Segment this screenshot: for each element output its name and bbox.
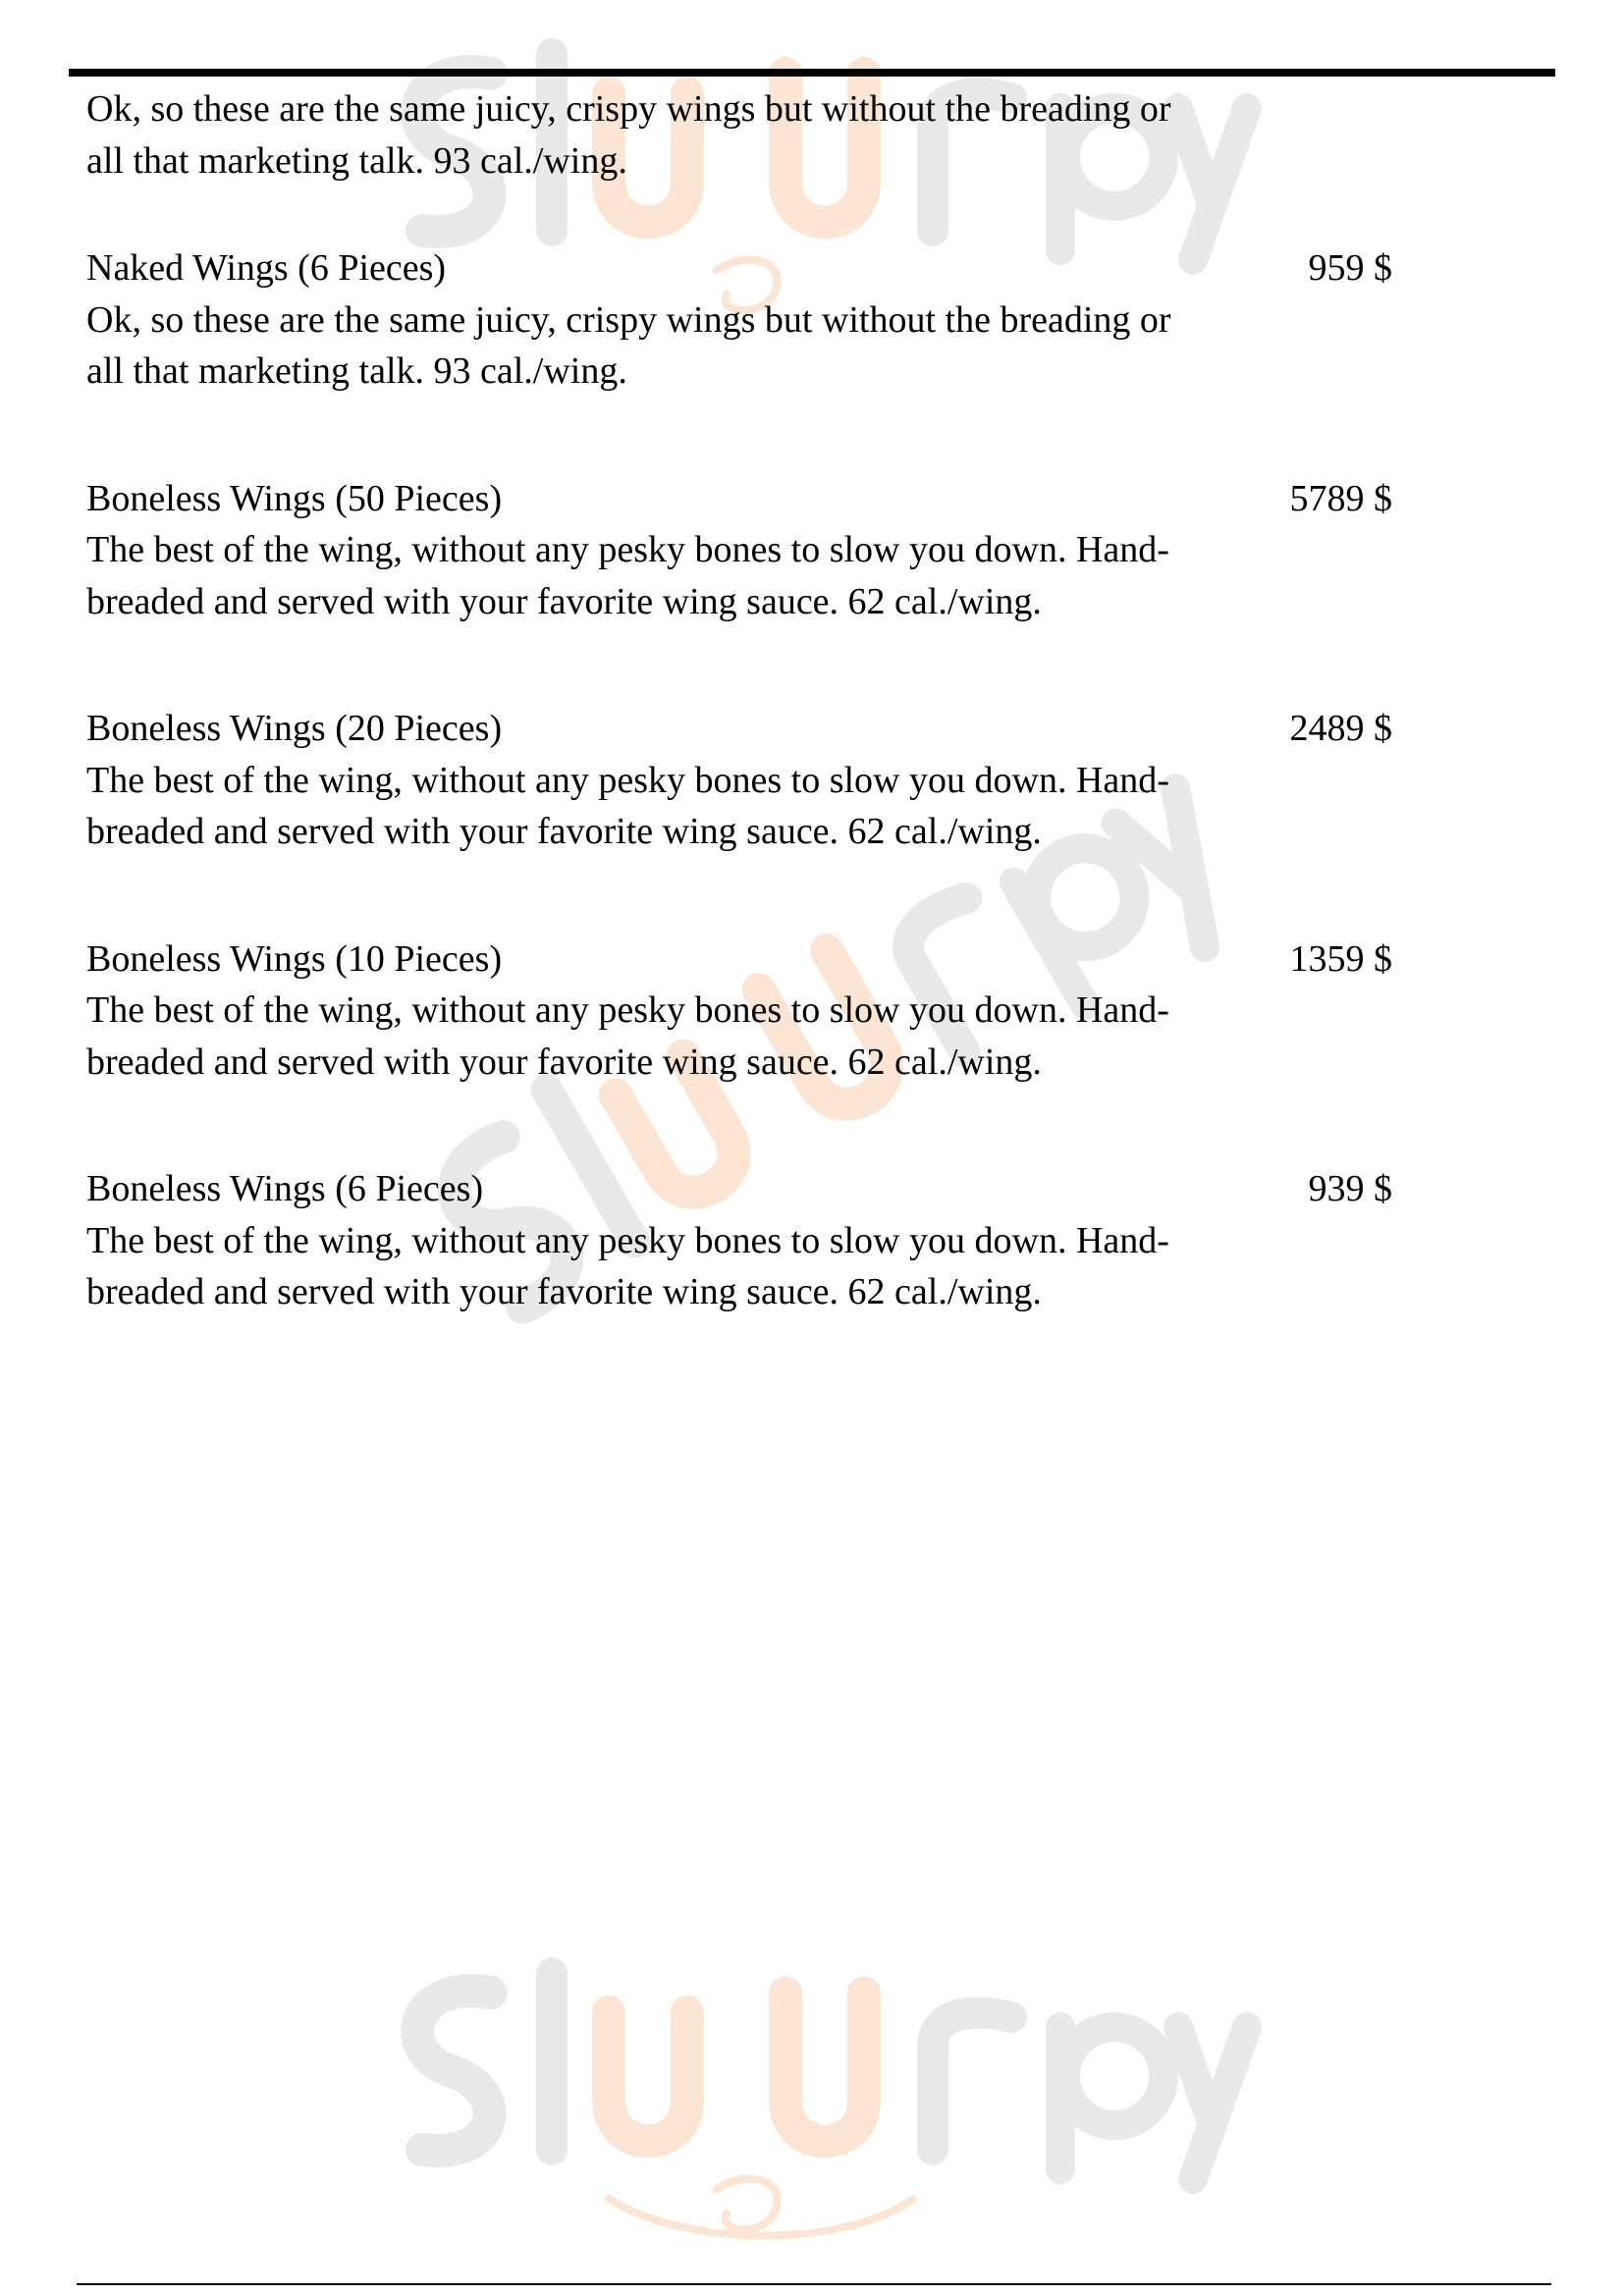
menu-item — [86, 934, 1392, 1089]
item-name: Naked Wings (6 Pieces) — [86, 247, 447, 289]
item-price: 5789 $ — [1289, 477, 1392, 519]
item-name: Boneless Wings (6 Pieces) — [86, 1168, 484, 1209]
item-price: 959 $ — [1308, 247, 1392, 289]
menu-item — [86, 242, 1392, 398]
menu-item — [86, 473, 1392, 628]
watermark-logo-bottom — [417, 1973, 1247, 2236]
item-description: Ok, so these are the same juicy, crispy wings but without the breading or all that marketing talk. 93 cal./wing. — [86, 298, 1171, 392]
item-description: The best of the wing, without any pesky bones to slow you down. Hand-breaded and served with your favorite wing sauce. 62 cal./wing. — [86, 759, 1169, 852]
item-price: 939 $ — [1308, 1168, 1392, 1209]
item-price: 1359 $ — [1289, 937, 1392, 980]
item-price: 2489 $ — [1289, 708, 1392, 749]
menu-item — [86, 703, 1392, 858]
item-description: The best of the wing, without any pesky bones to slow you down. Hand-breaded and served with your favorite wing sauce. 62 cal./wing. — [86, 1219, 1169, 1312]
item-name: Boneless Wings (50 Pieces) — [86, 477, 503, 519]
item-name: Boneless Wings (20 Pieces) — [86, 708, 503, 749]
item-description: The best of the wing, without any pesky bones to slow you down. Hand-breaded and served with your favorite wing sauce. 62 cal./wing. — [86, 529, 1169, 622]
item-description: The best of the wing, without any pesky bones to slow you down. Hand-breaded and served with your favorite wing sauce. 62 cal./wing. — [86, 989, 1169, 1083]
top-rule — [69, 69, 1555, 77]
menu-list — [86, 79, 1392, 1318]
menu-item — [86, 1163, 1392, 1318]
item-name: Boneless Wings (10 Pieces) — [86, 937, 503, 980]
bottom-rule — [77, 2283, 1551, 2285]
item-description: Ok, so these are the same juicy, crispy wings but without the breading or all that marketing talk. 93 cal./wing. — [86, 88, 1171, 182]
menu-item — [86, 83, 1392, 187]
